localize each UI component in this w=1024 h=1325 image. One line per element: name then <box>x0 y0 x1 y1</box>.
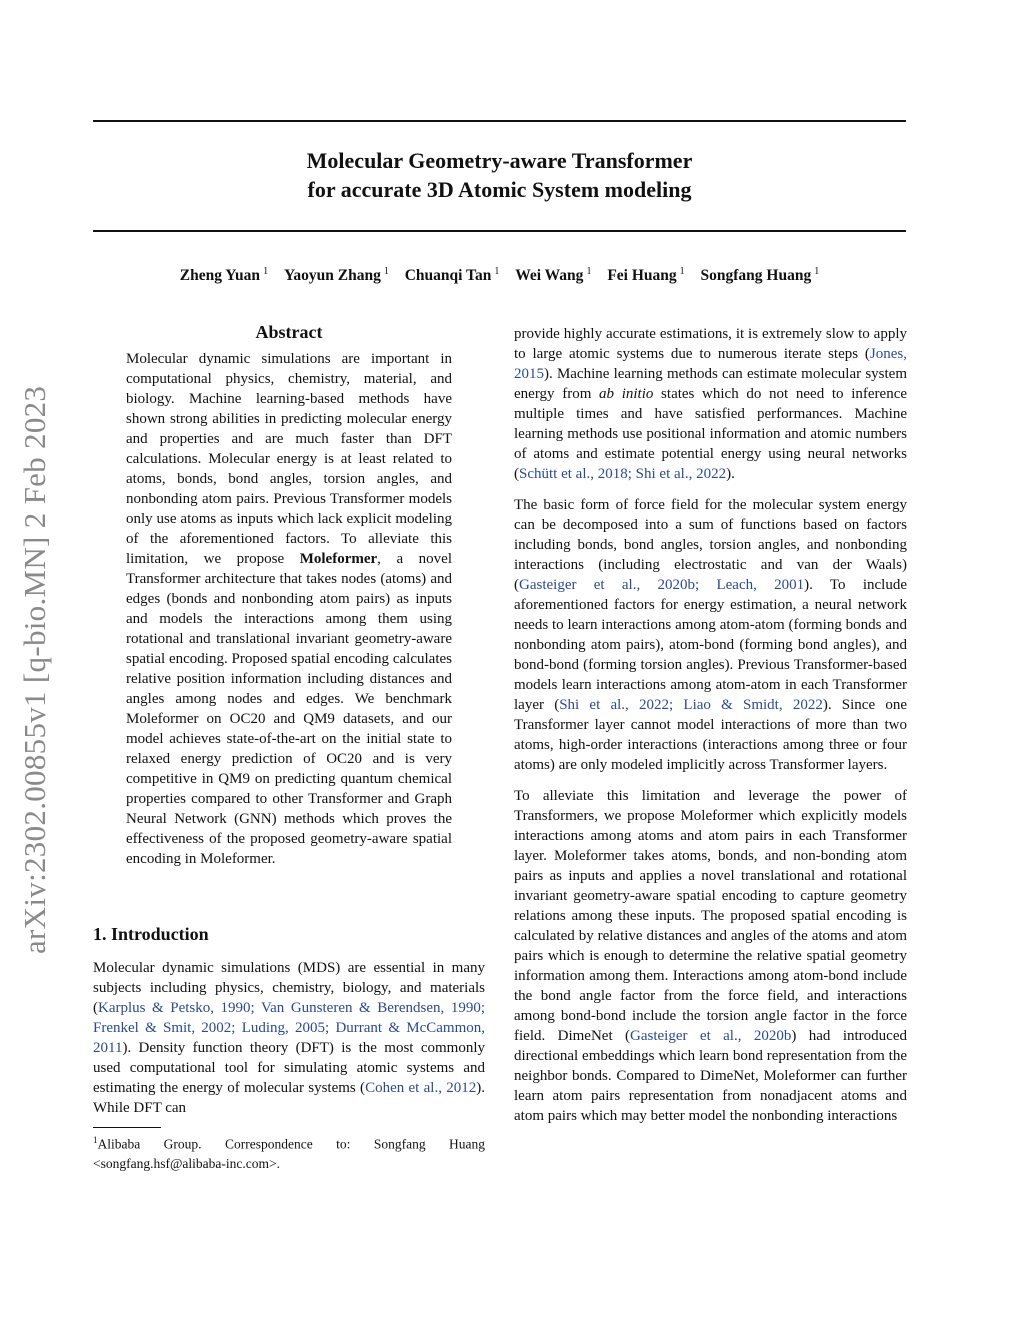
title-line-1: Molecular Geometry-aware Transformer <box>306 148 693 173</box>
abstract-body <box>126 349 452 869</box>
body-text: ). Since one Transformer layer cannot model interactions of more than two atoms, high-order interactions (interactions among three or four atoms) are only modeled implicitly across Transformer layers. <box>514 697 907 773</box>
author <box>701 267 820 284</box>
footnote <box>93 1131 485 1173</box>
author-affiliation-mark: 1 <box>263 266 269 277</box>
body-text: ). Density function theory (DFT) is the most commonly used computational tool for simulating atomic systems and estimating the energy of molecular systems ( <box>93 1040 485 1096</box>
author-affiliation-mark: 1 <box>679 266 685 277</box>
footnote-text: Alibaba Group. Correspondence to: Songfang Huang <songfang.hsf@alibaba-inc.com>. <box>93 1136 485 1171</box>
title-line-2: for accurate 3D Atomic System modeling <box>307 177 692 202</box>
paragraph <box>514 786 907 1126</box>
author-name: Zheng Yuan <box>179 267 261 285</box>
citation-link[interactable]: Shi et al., 2022; Liao & Smidt, 2022 <box>559 697 823 713</box>
author-affiliation-mark: 1 <box>494 266 500 277</box>
abstract-text: Molecular dynamic simulations are important in computational physics, chemistry, material, and biology. Machine learning-based methods have shown strong abilities in predicting molecular energy and properties and are much faster than DFT calculations. Molecular energy is at least related to atoms, bonds, bond angles, torsion angles, and nonbonding atom pairs. Previous Transformer models only use atoms as inputs which lack explicit modeling of the aforementioned factors. To alleviate this limitation, we propose <box>126 351 452 567</box>
author-list <box>93 266 906 285</box>
footnote-mark: 1 <box>93 1135 98 1145</box>
arxiv-identifier-stamp: arXiv:2302.00855v1 [q-bio.MN] 2 Feb 2023 <box>17 385 52 954</box>
author <box>180 267 268 284</box>
citation-link[interactable]: Jones, 2015 <box>514 346 907 382</box>
author-affiliation-mark: 1 <box>814 266 820 277</box>
title-rule-bottom <box>93 230 906 232</box>
citation-link[interactable]: Schütt et al., 2018; Shi et al., 2022 <box>519 466 727 482</box>
citation-link[interactable]: Gasteiger et al., 2020b <box>630 1028 792 1044</box>
abstract-text: , a novel Transformer architecture that takes nodes (atoms) and edges (bonds and nonbonding atom pairs) as inputs and models the interactions among them using rotational and translational invariant geometry-aware spatial encoding. Proposed spatial encoding calculates relative position information including distances and angles among nodes and edges. We benchmark Moleformer on OC20 and QM9 datasets, and our model achieves state-of-the-art on the initial state to relaxed energy prediction of OC20 and is very competitive in QM9 on predicting quantum chemical properties compared to other Transformer and Graph Neural Network (GNN) methods which proves the effectiveness of the proposed geometry-aware spatial encoding in Moleformer. <box>126 551 453 867</box>
author-name: Yaoyun Zhang <box>283 267 381 285</box>
model-name-emphasis: Moleformer <box>299 551 378 567</box>
body-text: provide highly accurate estimations, it is extremely slow to apply to large atomic systems due to numerous iterate steps ( <box>514 326 907 362</box>
italic-term: ab initio <box>599 386 654 402</box>
author-affiliation-mark: 1 <box>383 266 389 277</box>
citation-link[interactable]: Gasteiger et al., 2020b; Leach, 2001 <box>519 577 805 593</box>
footnote-rule <box>93 1127 161 1128</box>
author <box>515 267 591 284</box>
body-text: Molecular dynamic simulations (MDS) are essential in many subjects including physics, chemistry, biology, and materials ( <box>93 960 485 1016</box>
author <box>405 267 500 284</box>
body-text: states which do not need to inference multiple times and have satisfied performances. Machine learning methods use positional information and atomic numbers of atoms and estimate potential energy using neural networks ( <box>514 386 908 482</box>
body-text: To alleviate this limitation and leverage the power of Transformers, we propose Moleformer which explicitly models interactions among atoms and atom pairs in each Transformer layer. Moleformer takes atoms, bonds, and non-bonding atom pairs as inputs and applies a novel translational and rotational invariant geometry-aware spatial encoding to capture geometry relations among these inputs. The proposed spatial encoding is calculated by relative distances and angles of the atoms and atom pairs which is enough to determine the relative spatial geometry information among them. Interactions among atom-bond include the bond angle factor from the force field, and interactions among bond-bond include the torsion angle factor in the force field. DimeNet ( <box>514 788 907 1044</box>
body-text: ) had introduced directional embeddings which learn bond representation from the neighbor bonds. Compared to DimeNet, Moleformer can further learn atom pairs representation from nonadjacent atoms and atom pairs which may better model the nonbonding interactions <box>514 1028 907 1124</box>
paragraph <box>514 324 907 484</box>
citation-link[interactable]: Cohen et al., 2012 <box>365 1080 477 1096</box>
body-text: ). To include aforementioned factors for energy estimation, a neural network needs to learn interactions among atom-atom (forming bonds and nonbonding atom pairs), atom-bond (forming bond angles), and bond-bond (forming torsion angles). Previous Transformer-based models learn interactions among atom-atom in each Transformer layer ( <box>514 577 907 713</box>
body-text: ). Machine learning methods can estimate molecular system energy from <box>514 366 907 402</box>
author <box>607 267 684 284</box>
author-affiliation-mark: 1 <box>586 266 592 277</box>
introduction-paragraph <box>93 958 485 1118</box>
paragraph <box>514 495 907 775</box>
body-text: ). While DFT can <box>93 1080 485 1116</box>
title-rule-top <box>93 120 906 122</box>
author-name: Songfang Huang <box>700 267 812 285</box>
section-heading-introduction: 1. Introduction <box>93 924 209 944</box>
body-text: The basic form of force field for the molecular system energy can be decomposed into a sum of functions based on factors including bonds, bond angles, torsion angles, and nonbonding interactions (including electrostatic and van der Waals) ( <box>514 497 907 593</box>
author <box>284 267 389 284</box>
right-column <box>514 324 907 1137</box>
author-name: Fei Huang <box>607 267 677 285</box>
paper-title <box>93 146 906 204</box>
body-text: ). <box>726 466 735 482</box>
abstract-heading: Abstract <box>255 322 323 342</box>
author-name: Wei Wang <box>515 267 584 285</box>
author-name: Chuanqi Tan <box>404 267 492 285</box>
citation-link[interactable]: Karplus & Petsko, 1990; Van Gunsteren & Berendsen, 1990; Frenkel & Smit, 2002; Luding, 2005; Durrant & McCammon, 2011 <box>93 1000 485 1056</box>
